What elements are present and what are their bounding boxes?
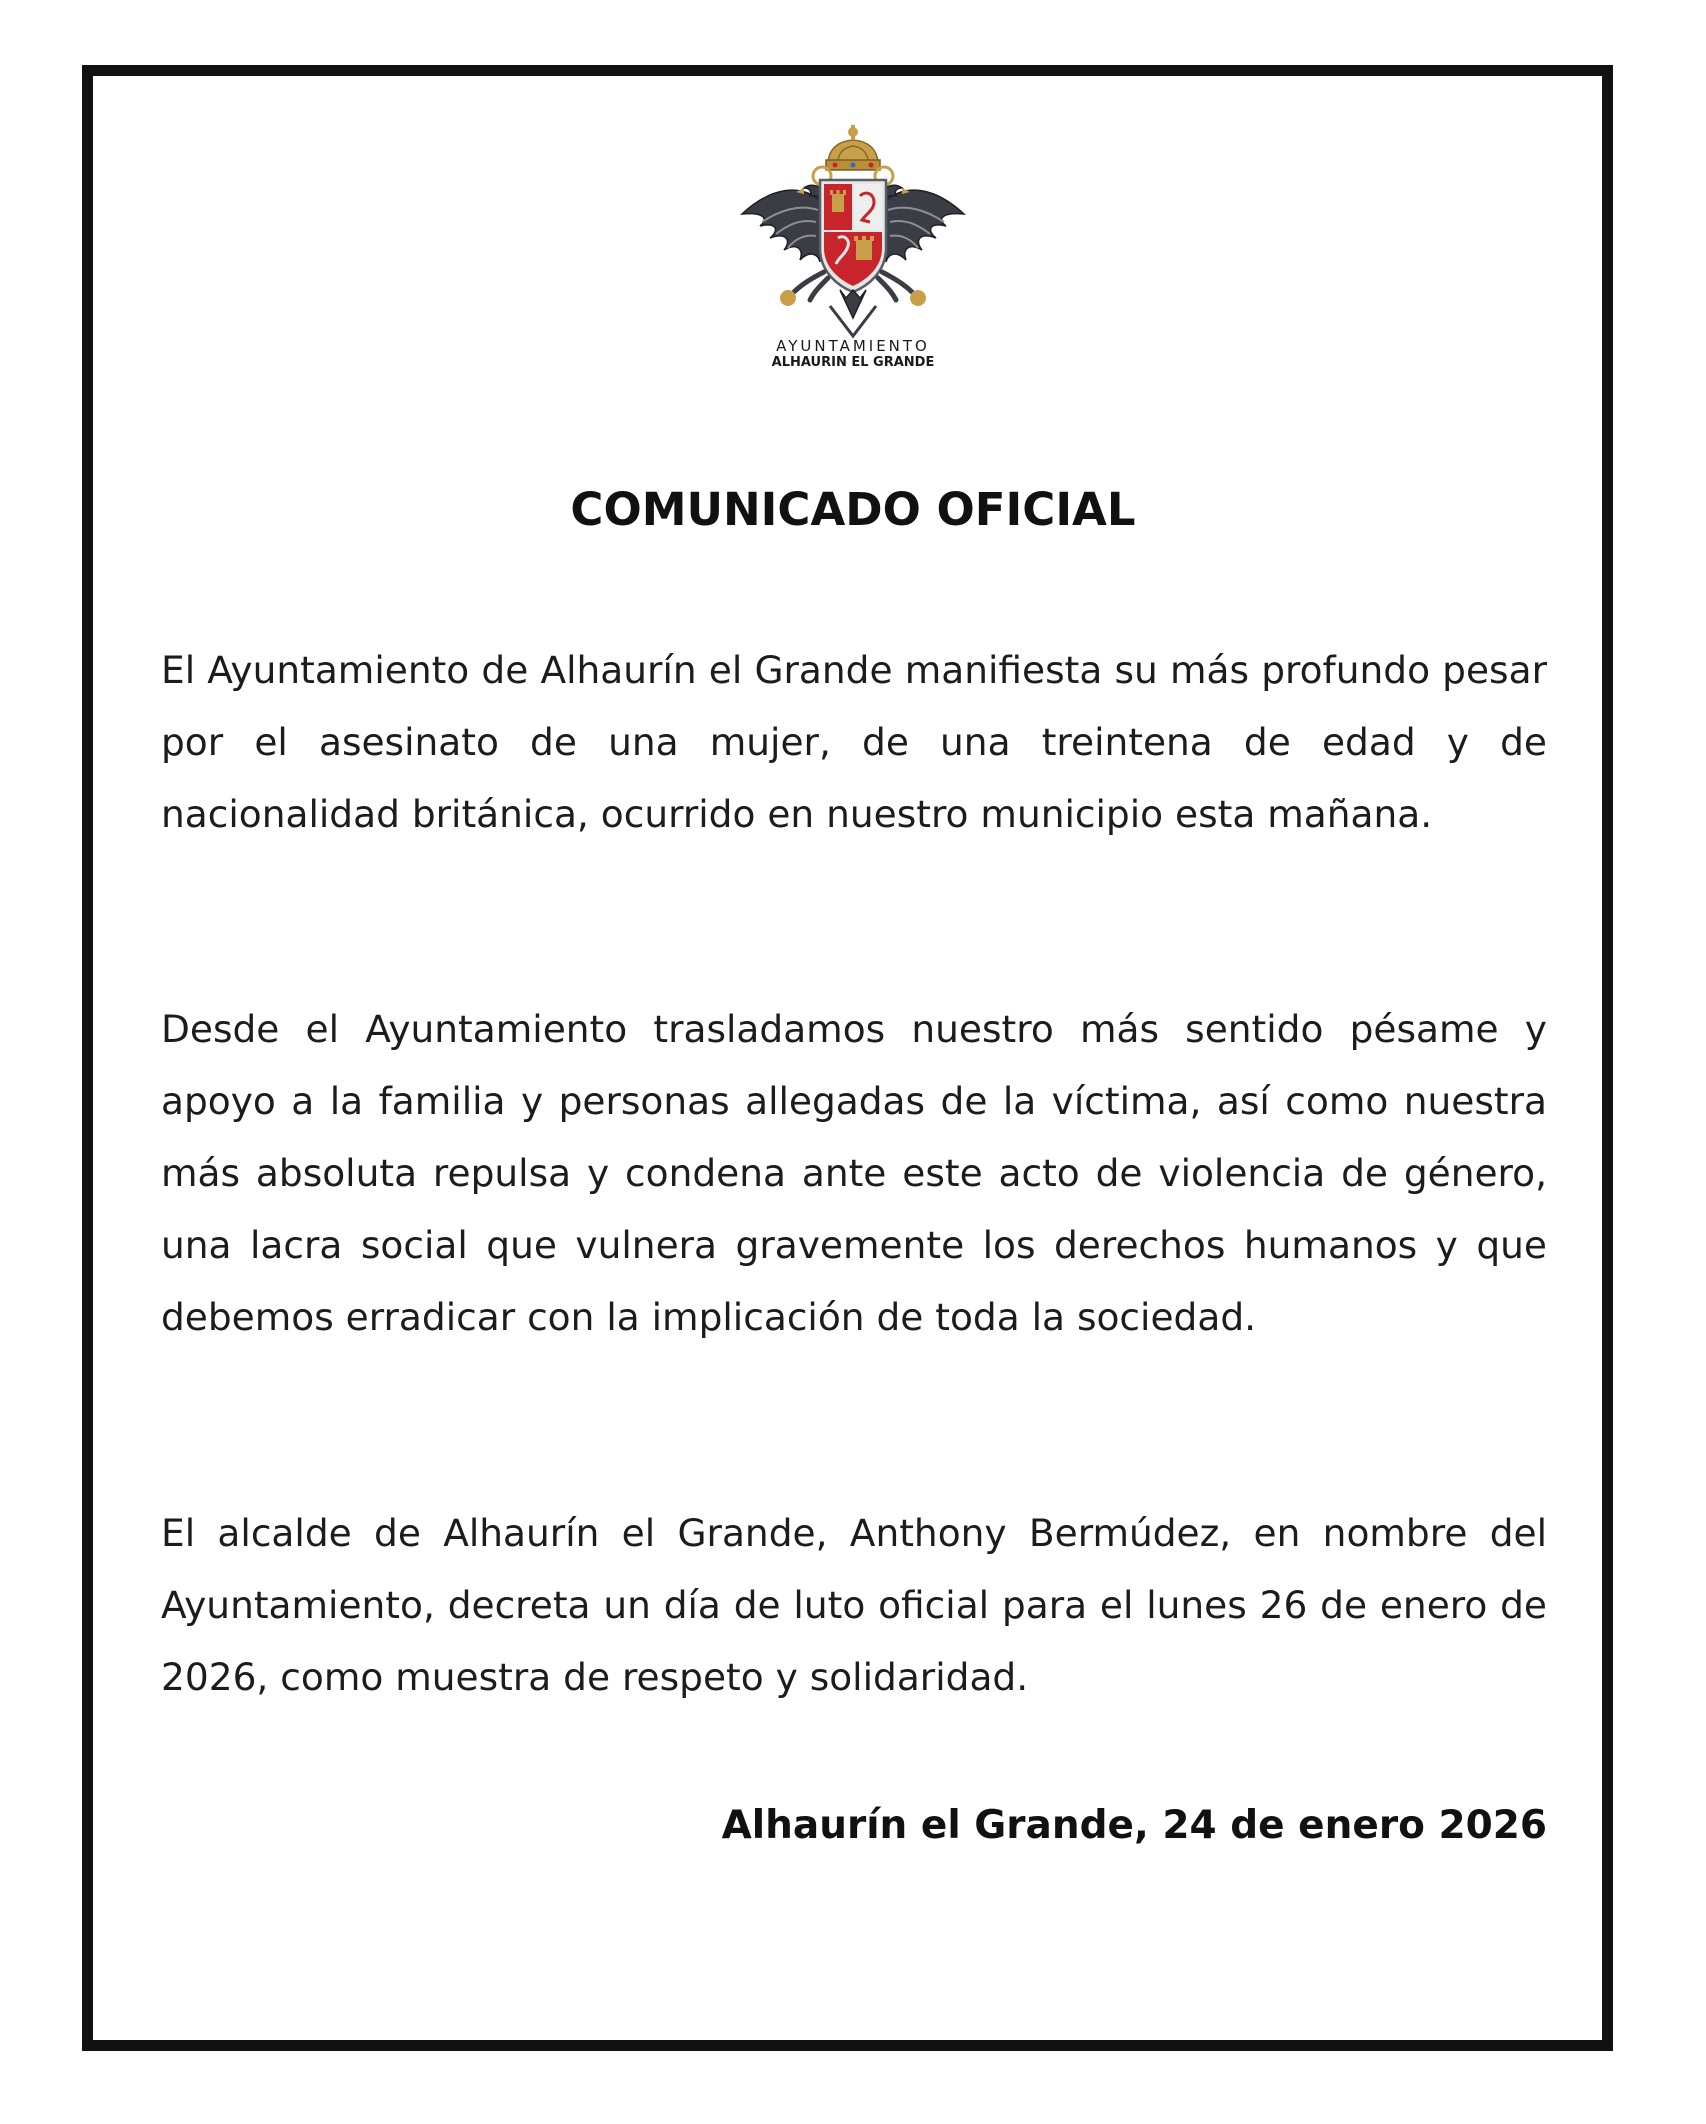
paragraph-1: El Ayuntamiento de Alhaurín el Grande manifiesta su más profundo pesar por el asesinato de una mujer, de una treintena de edad y de nacionalidad británica, ocurrido en nuestro municipio esta mañana. (161, 648, 1547, 836)
paragraph-3: El alcalde de Alhaurín el Grande, Anthony Bermúdez, en nombre del Ayuntamiento, decreta un día de luto oficial para el lunes 26 de enero de 2026, como muestra de respeto y solidaridad. (161, 1511, 1547, 1699)
paragraph-2: Desde el Ayuntamiento trasladamos nuestro más sentido pésame y apoyo a la familia y personas allegadas de la víctima, así como nuestra más absoluta repulsa y condena ante este acto de violencia de género, una lacra social que vulnera gravemente los derechos humanos y que debemos erradicar con la implicación de toda la sociedad. (161, 1007, 1547, 1339)
crown-icon (826, 125, 880, 170)
right-wing (884, 190, 964, 262)
signature-line: Alhaurín el Grande, 24 de enero 2026 (721, 1803, 1547, 1848)
crest-label-line1: AYUNTAMIENTO (776, 337, 930, 355)
crest-label-line2: ALHAURIN EL GRANDE (771, 355, 935, 370)
document-title: COMUNICADO OFICIAL (570, 483, 1136, 536)
coat-of-arms-icon (740, 122, 966, 344)
left-wing (742, 190, 822, 262)
shield-icon (820, 180, 886, 292)
